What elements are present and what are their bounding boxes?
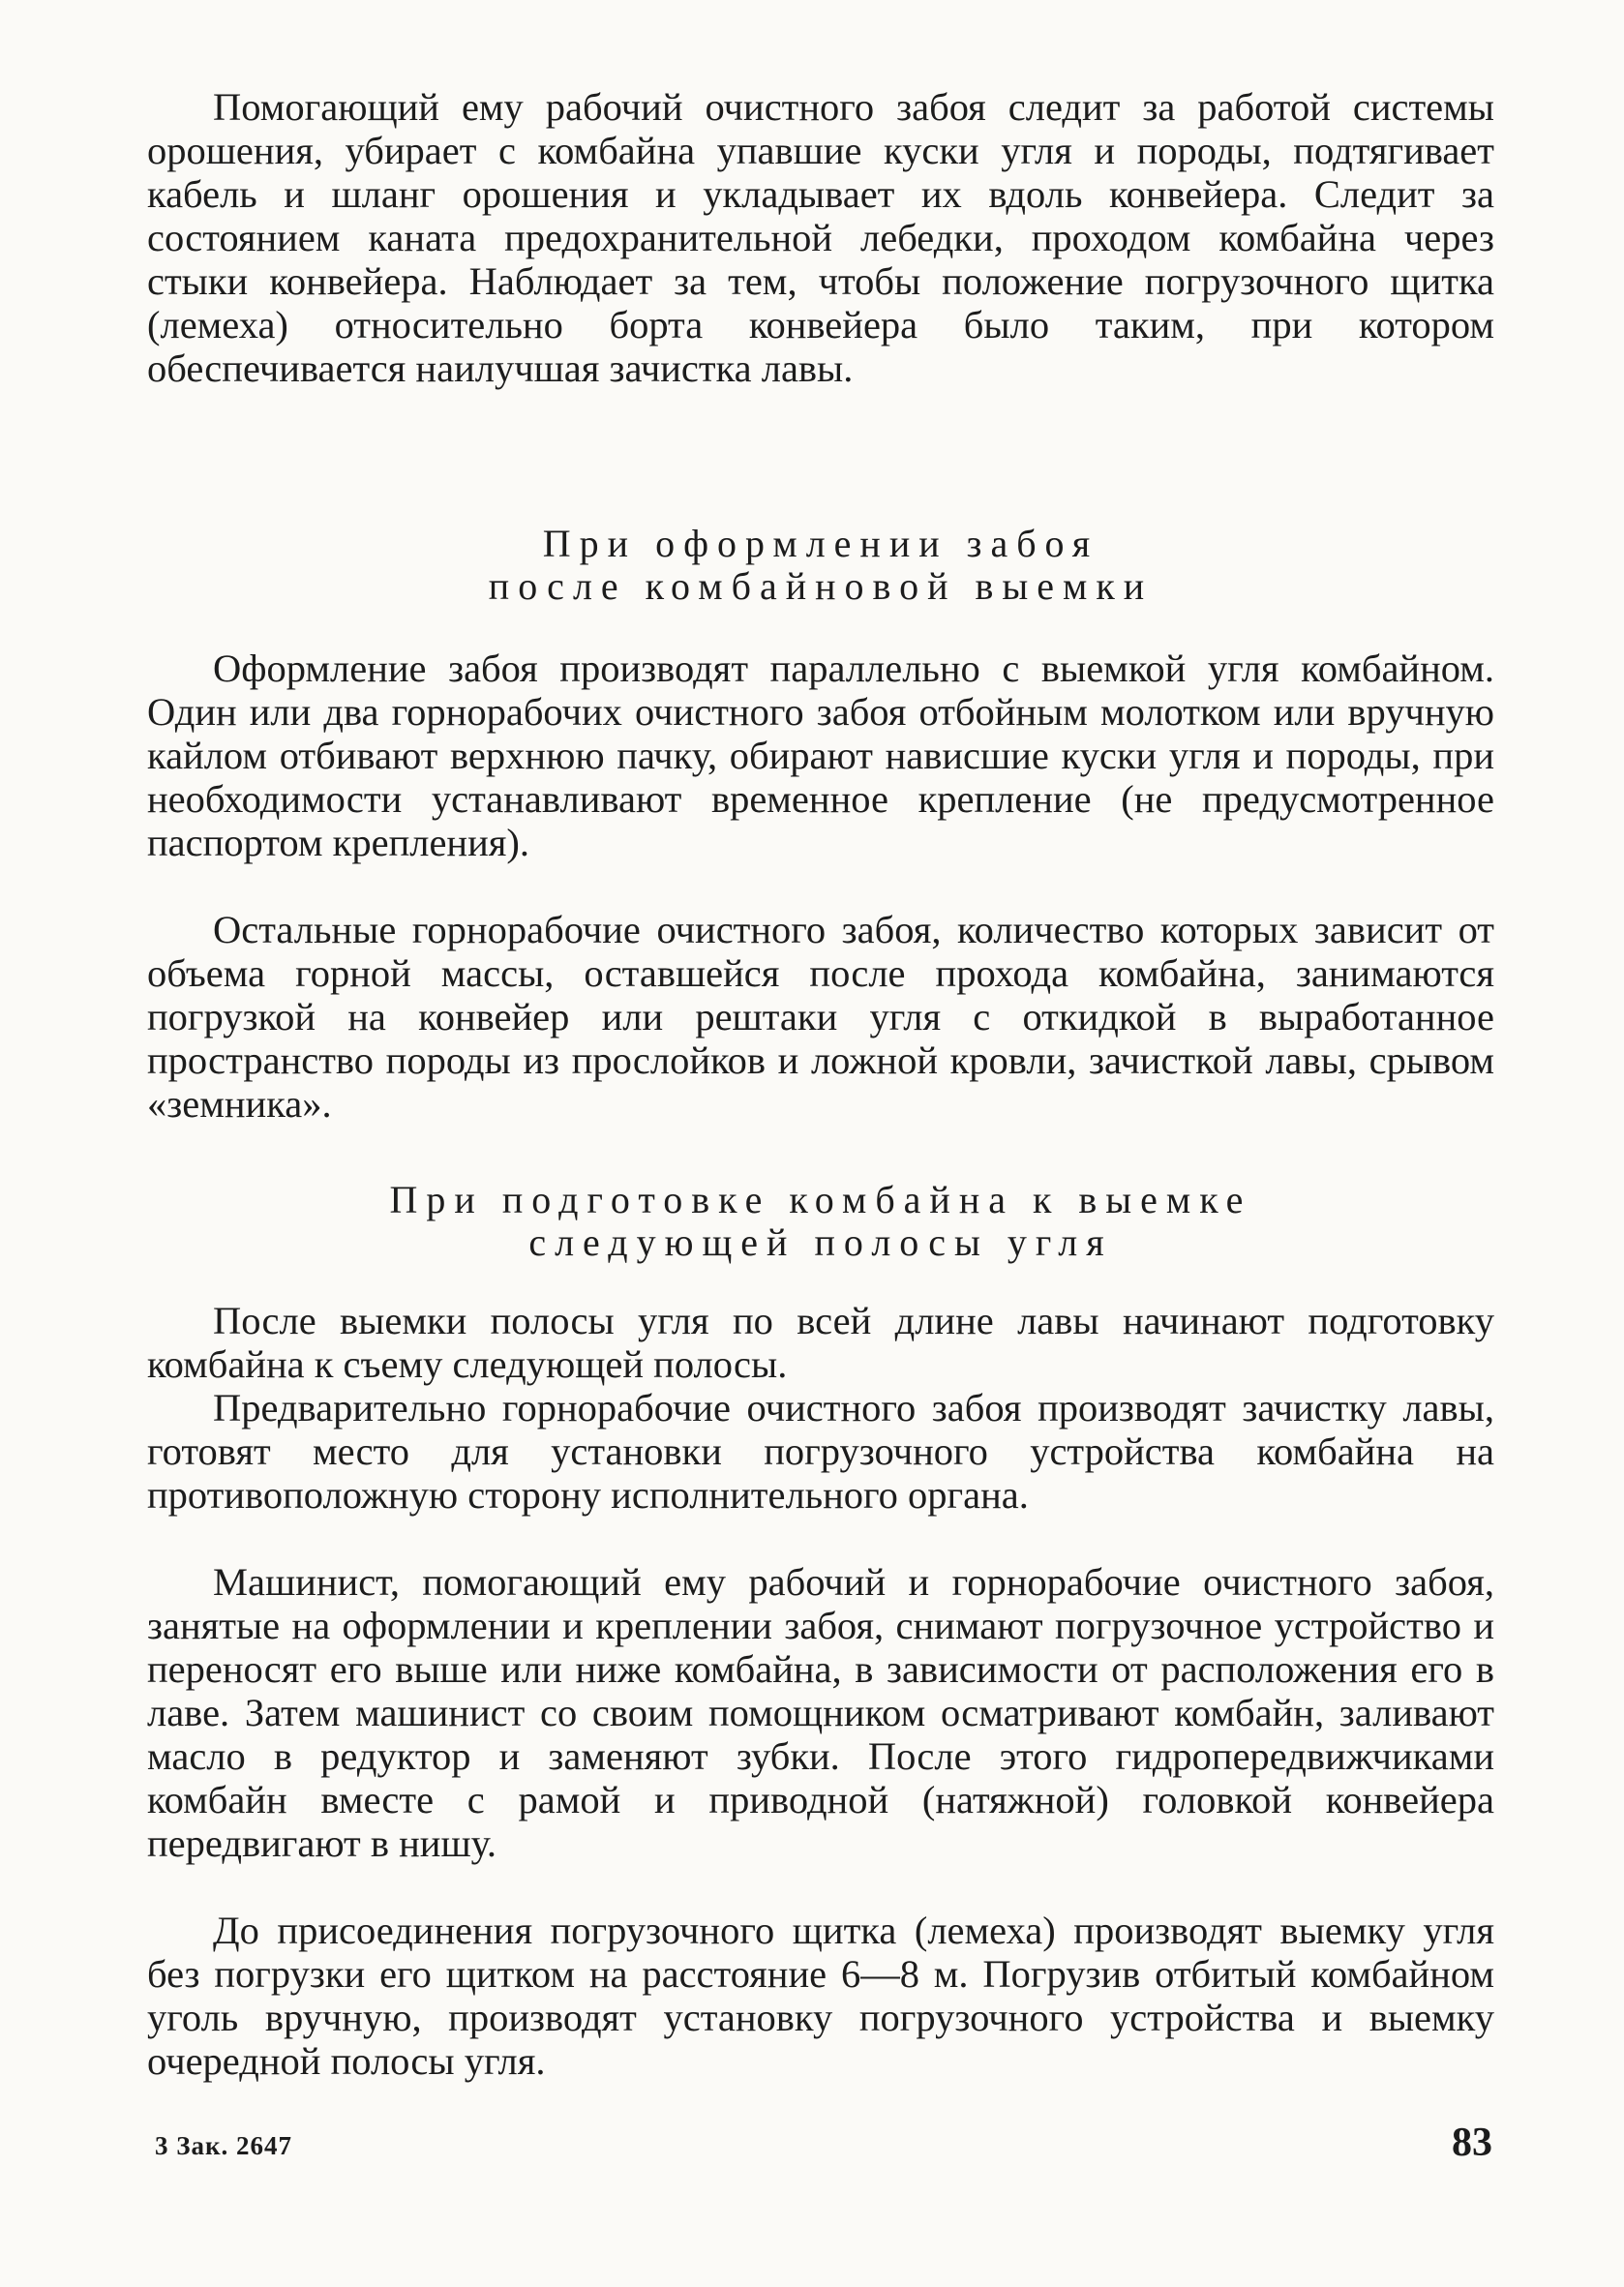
heading-line: следующей полосы угля bbox=[528, 1220, 1113, 1264]
page-number: 83 bbox=[1452, 2121, 1492, 2165]
paragraph-other-workers: Остальные горнорабочие очистного забоя, количество которых зависит от объема горной массы, оставшейся после прохода комбайна, занимаются погрузкой на конвейер или рештаки угля с откидкой в выработанное пространство породы из прослойков и ложной кровли, зачисткой лавы, срывом «земника». bbox=[147, 908, 1494, 1126]
paragraph-preliminary-cleaning: Предварительно горнорабочие очистного забоя производят зачистку лавы, готовят место для установки погрузочного устройства комбайна на противоположную сторону исполнительного органа. bbox=[147, 1386, 1494, 1517]
paragraph-helper-duties: Помогающий ему рабочий очистного забоя следит за работой системы орошения, убирает с комбайна упавшие куски угля и породы, подтягивает кабель и шланг орошения и укладывает их вдоль конвейера. Следит за состоянием каната предохранительной лебедки, проходом комбайна через стыки конвейера. Наблюдает за тем, чтобы положение погрузочного щитка (лемеха) относительно борта конвейера было таким, при котором обеспечивается наилучшая зачистка лавы. bbox=[147, 85, 1494, 390]
order-number: 3 Зак. 2647 bbox=[155, 2131, 293, 2160]
paragraph-after-extraction: После выемки полосы угля по всей длине лавы начинают подготовку комбайна к съему следующей полосы. bbox=[147, 1299, 1494, 1386]
paragraph-face-shaping: Оформление забоя производят параллельно с выемкой угля комбайном. Один или два горнорабочих очистного забоя отбойным молотком или вручную кайлом отбивают верхнюю пачку, обирают нависшие куски угля и породы, при необходимости устанавливают временное крепление (не предусмотренное паспортом крепления). bbox=[147, 647, 1494, 864]
paragraph-machinist-tasks: Машинист, помогающий ему рабочий и горнорабочие очистного забоя, занятые на оформлении и креплении забоя, снимают погрузочное устройство и переносят его выше или ниже комбайна, в зависимости от расположения его в лаве. Затем машинист со своим помощником осматривают комбайн, заливают масло в редуктор и заменяют зубки. После этого гидропередвижчиками комбайн вместе с рамой и приводной (натяжной) головкой конвейера передвигают в нишу. bbox=[147, 1560, 1494, 1865]
section-heading-combine-preparation bbox=[147, 1179, 1494, 1264]
heading-line: При подготовке комбайна к выемке bbox=[389, 1178, 1252, 1221]
paragraph-before-attachment: До присоединения погрузочного щитка (лемеха) производят выемку угля без погрузки его щитком на расстояние 6—8 м. Погрузив отбитый комбайном уголь вручную, производят установку погрузочного устройства и выемку очередной полосы угля. bbox=[147, 1909, 1494, 2083]
heading-line: При оформлении забоя bbox=[542, 522, 1099, 565]
section-heading-face-shaping bbox=[147, 523, 1494, 608]
heading-line: после комбайновой выемки bbox=[488, 564, 1154, 608]
